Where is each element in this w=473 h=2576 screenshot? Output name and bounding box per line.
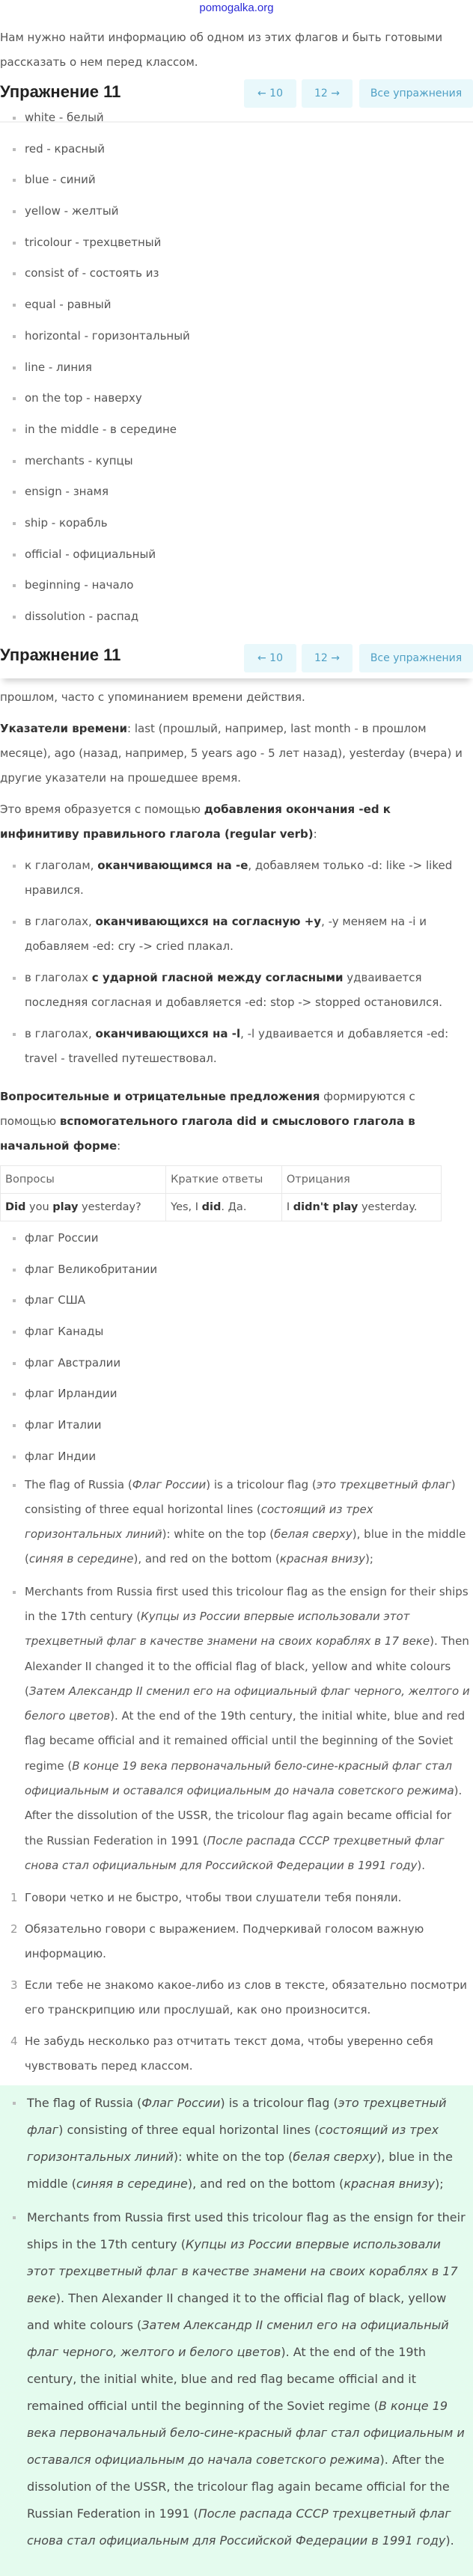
- text-segment: Merchants from Russia first used this tricolour flag as the ensign for their ships in the 17th century (: [25, 1584, 469, 1623]
- text-segment: формируются с помощью: [0, 1090, 415, 1128]
- next-exercise-button[interactable]: 12 →: [302, 79, 353, 108]
- text-segment: ), and red on the bottom (: [187, 2176, 344, 2191]
- text-segment: ). At the end of the 19th century, the initial white, blue and red flag became official and it remained official until the beginning of the Soviet regime (: [27, 2344, 426, 2413]
- table-cell: [166, 1194, 282, 1221]
- vocab-item: consist of - состоять из: [0, 258, 473, 289]
- italic-text: Флаг России: [141, 2095, 221, 2110]
- text-segment: в глаголах,: [25, 915, 96, 928]
- text-segment: yesterday?: [78, 1201, 141, 1213]
- italic-text: В конце 19 века первоначальный бело-сине-красный флаг стал официальным и оставался официальным до начала советского режима: [27, 2398, 465, 2467]
- text-segment: );: [435, 2176, 444, 2191]
- vocab-item: white - белый: [0, 102, 473, 134]
- tips-list: [0, 1886, 473, 2079]
- text-segment: Merchants from Russia first used this tricolour flag as the ensign for their ships in the 17th century (: [27, 2209, 466, 2251]
- tip-item: [0, 1917, 473, 1967]
- flag-item: флаг Великобритании: [0, 1254, 473, 1286]
- vocab-item: red - красный: [0, 134, 473, 165]
- text-segment: , -l удваивается и добавляется -ed: travel - travelled путешествовал.: [25, 1027, 449, 1065]
- tip-text: Говори четко и не быстро, чтобы твои слушатели тебя поняли.: [25, 1891, 402, 1905]
- vocab-item: on the top - наверху: [0, 383, 473, 414]
- text-segment: : last (прошлый, например, last month - в прошлом месяце), ago (назад, например, 5 years ago - 5 лет назад), yesterday (вчера) и другие указатели на прошедшее время.: [0, 722, 463, 785]
- italic-text: красная внизу: [279, 1552, 365, 1566]
- answer-item: [0, 2090, 473, 2198]
- italic-text: Купцы из России впервые использовали этот трехцветный флаг в качестве знамени на своих кораблях в 17 веке: [27, 2236, 458, 2305]
- text-segment: ) consisting of three equal horizontal lines (: [58, 2122, 320, 2137]
- vocab-item: merchants - купцы: [0, 446, 473, 477]
- bold-text: Вопросительные и отрицательные предложения: [0, 1090, 320, 1103]
- tip-text: Обязательно говори с выражением. Подчеркивай голосом важную информацию.: [25, 1922, 424, 1961]
- italic-text: Флаг России: [132, 1477, 207, 1491]
- flag-item: флаг США: [0, 1285, 473, 1316]
- tip-number: 3: [10, 1978, 18, 1992]
- text-segment: );: [364, 1552, 373, 1566]
- italic-text: Затем Александр II сменил его на официальный флаг черного, желтого и белого цветов: [27, 2317, 449, 2359]
- text-segment: , -y меняем на -i и добавляем -ed: cry -> cried плакал.: [25, 915, 427, 953]
- text-segment: Yes, I: [171, 1201, 202, 1213]
- grammar-paragraph: [0, 685, 473, 710]
- text-segment: ): white on the top (: [173, 2149, 293, 2164]
- answer-block: [0, 2085, 473, 2576]
- vocab-item: horizontal - горизонтальный: [0, 321, 473, 352]
- text-segment: ). After the dissolution of the USSR, the tricolour flag again became official for the Russian Federation in 1991 (: [25, 1784, 463, 1847]
- flag-item: флаг Ирландии: [0, 1379, 473, 1410]
- rule-item: [0, 853, 473, 903]
- rules-list: [0, 853, 473, 1071]
- italic-text: это трехцветный флаг: [316, 1477, 451, 1491]
- flag-item: флаг Индии: [0, 1441, 473, 1473]
- page-title: Упражнение 11: [0, 82, 121, 101]
- italic-text: красная внизу: [344, 2176, 436, 2191]
- text-segment: The flag of Russia (: [25, 1477, 132, 1491]
- bold-text: добавления окончания -ed к инфинитиву правильного глагола (regular verb): [0, 803, 391, 841]
- bold-text: оканчивающимся на -е: [97, 859, 248, 872]
- all-exercises-button[interactable]: Все упражнения: [359, 79, 473, 108]
- text-segment: ), blue in the middle (: [27, 2149, 453, 2191]
- bold-text: Did: [5, 1201, 26, 1213]
- tip-item: [0, 1886, 473, 1911]
- tip-text: Если тебе не знакомо какое-либо из слов в тексте, обязательно посмотри его транскрипцию или прослушай, как оно произносится.: [25, 1978, 467, 2017]
- rule-item: [0, 1022, 473, 1071]
- flag-item: флаг России: [0, 1223, 473, 1254]
- text-segment: ).: [417, 1858, 426, 1872]
- table-header: Краткие ответы: [166, 1166, 282, 1194]
- tip-number: 1: [10, 1891, 18, 1905]
- vocab-item: in the middle - в середине: [0, 414, 473, 446]
- vocab-item: line - линия: [0, 352, 473, 384]
- text-segment: ) is a tricolour flag (: [220, 2095, 338, 2110]
- questions-paragraph: [0, 1085, 473, 1159]
- grammar-paragraph: [0, 717, 473, 791]
- italic-text: состоящий из трех горизонтальных линий: [25, 1502, 373, 1542]
- grammar-table: [0, 1165, 442, 1221]
- text-segment: ). Then Alexander II changed it to the official flag of black, yellow and white colours (: [25, 1634, 469, 1698]
- table-header-row: [1, 1166, 442, 1194]
- vocab-item: dissolution - распад: [0, 601, 473, 633]
- italic-text: Затем Александр II сменил его на официальный флаг черного, желтого и белого цветов: [25, 1684, 470, 1723]
- italic-text: синяя в середине: [76, 2176, 188, 2191]
- prev-exercise-button[interactable]: ← 10: [244, 79, 296, 108]
- bold-text: оканчивающихся на -l: [95, 1027, 241, 1040]
- text-segment: yesterday.: [358, 1201, 418, 1213]
- rule-item: [0, 910, 473, 959]
- tip-text: Не забудь несколько раз отчитать текст дома, чтобы уверенно себя чувствовать перед классом.: [25, 2034, 433, 2073]
- italic-text: В конце 19 века первоначальный бело-сине-красный флаг стал официальным и оставался официальным до начала советского режима: [25, 1758, 454, 1798]
- flag-text-list: [0, 1473, 473, 1879]
- italic-text: состоящий из трех горизонтальных линий: [27, 2122, 439, 2164]
- text-segment: I: [286, 1201, 293, 1213]
- bold-text: с ударной гласной между согласными: [91, 971, 344, 984]
- text-segment: ), blue in the middle (: [25, 1527, 466, 1566]
- intro-text: Нам нужно найти информацию об одном из этих флагов и быть готовыми рассказать о нем перед классом.: [0, 31, 443, 69]
- rule-item: [0, 966, 473, 1015]
- text-segment: в глаголах: [25, 971, 92, 984]
- bold-text: вспомогательного глагола did и смыслового глагола в начальной форме: [0, 1114, 415, 1153]
- tip-number: 2: [10, 1922, 18, 1936]
- vocab-item: tricolour - трехцветный: [0, 227, 473, 259]
- italic-text: белая сверху: [274, 1527, 353, 1542]
- sticky-exercise-header: [0, 640, 473, 678]
- bold-text: Указатели времени: [0, 722, 128, 735]
- vocab-item: beginning - начало: [0, 570, 473, 601]
- flag-item: флаг Канады: [0, 1316, 473, 1348]
- text-segment: ).: [445, 2533, 454, 2548]
- tip-item: [0, 1973, 473, 2023]
- text-segment: прошлом, часто с упоминанием времени действия.: [0, 690, 305, 704]
- text-segment: к глаголам,: [25, 859, 98, 872]
- text-segment: , добавляем только -d: like -> liked нравился.: [25, 859, 453, 897]
- bold-text: did: [201, 1201, 222, 1213]
- bold-text: оканчивающихся на согласную +y: [95, 915, 322, 928]
- text-segment: удваивается последняя согласная и добавляется -ed: stop -> stopped остановился.: [25, 971, 443, 1009]
- vocab-item: yellow - желтый: [0, 196, 473, 227]
- page-title: Упражнение 11: [0, 645, 121, 664]
- text-segment: The flag of Russia (: [27, 2095, 142, 2110]
- text-segment: ). Then Alexander II changed it to the official flag of black, yellow and white colours (: [27, 2290, 447, 2332]
- text-segment: ). After the dissolution of the USSR, the tricolour flag again became official for the Russian Federation in 1991 (: [27, 2452, 450, 2521]
- grammar-paragraph: [0, 797, 473, 847]
- text-segment: :: [117, 1139, 121, 1153]
- vocab-item: official - официальный: [0, 539, 473, 571]
- flags-list: [0, 1223, 473, 1473]
- text-segment: you: [25, 1201, 53, 1213]
- table-cell: [281, 1194, 441, 1221]
- tip-number: 4: [10, 2034, 18, 2048]
- text-segment: ) is a tricolour flag (: [206, 1477, 317, 1491]
- italic-text: Купцы из России впервые использовали этот трехцветный флаг в качестве знамени на своих кораблях в 17 веке: [25, 1609, 430, 1649]
- table-header: Отрицания: [281, 1166, 441, 1194]
- text-item: [0, 1473, 473, 1572]
- text-segment: в глаголах,: [25, 1027, 96, 1040]
- italic-text: После распада СССР трехцветный флаг снова стал официальным для Российской Федерации в 1991 году: [25, 1833, 445, 1872]
- text-segment: ). At the end of the 19th century, the initial white, blue and red flag became official and it remained official until the beginning of the Soviet regime (: [25, 1709, 466, 1773]
- flag-item: флаг Италии: [0, 1410, 473, 1441]
- vocab-item: ensign - знамя: [0, 476, 473, 508]
- text-segment: ), and red on the bottom (: [133, 1552, 280, 1566]
- table-cell: [1, 1194, 166, 1221]
- answer-text-list: [0, 2090, 473, 2554]
- site-logo: pomogalka.org: [199, 1, 274, 14]
- italic-text: белая сверху: [293, 2149, 376, 2164]
- all-exercises-button[interactable]: Все упражнения: [359, 644, 473, 672]
- text-segment: Это время образуется с помощью: [0, 803, 204, 816]
- text-segment: :: [313, 827, 317, 841]
- vocab-item: blue - синий: [0, 165, 473, 196]
- text-item: [0, 1580, 473, 1879]
- next-exercise-button[interactable]: 12 →: [302, 644, 353, 672]
- text-segment: ): white on the top (: [162, 1527, 275, 1542]
- vocab-item: ship - корабль: [0, 508, 473, 539]
- text-segment: ) consisting of three equal horizontal lines (: [25, 1477, 456, 1516]
- exercise-header: [0, 79, 473, 109]
- prev-exercise-button[interactable]: ← 10: [244, 644, 296, 672]
- italic-text: После распада СССР трехцветный флаг снова стал официальным для Российской Федерации в 1991 году: [27, 2506, 451, 2548]
- answer-item: [0, 2204, 473, 2554]
- bold-text: didn't play: [293, 1201, 358, 1213]
- table-header: Вопросы: [1, 1166, 166, 1194]
- tip-item: [0, 2029, 473, 2079]
- table-row: [1, 1194, 442, 1221]
- italic-text: это трехцветный флаг: [27, 2095, 447, 2137]
- flag-item: флаг Австралии: [0, 1348, 473, 1379]
- vocab-item: equal - равный: [0, 289, 473, 321]
- bold-text: play: [52, 1201, 79, 1213]
- text-segment: . Да.: [221, 1201, 247, 1213]
- italic-text: синяя в середине: [28, 1552, 134, 1566]
